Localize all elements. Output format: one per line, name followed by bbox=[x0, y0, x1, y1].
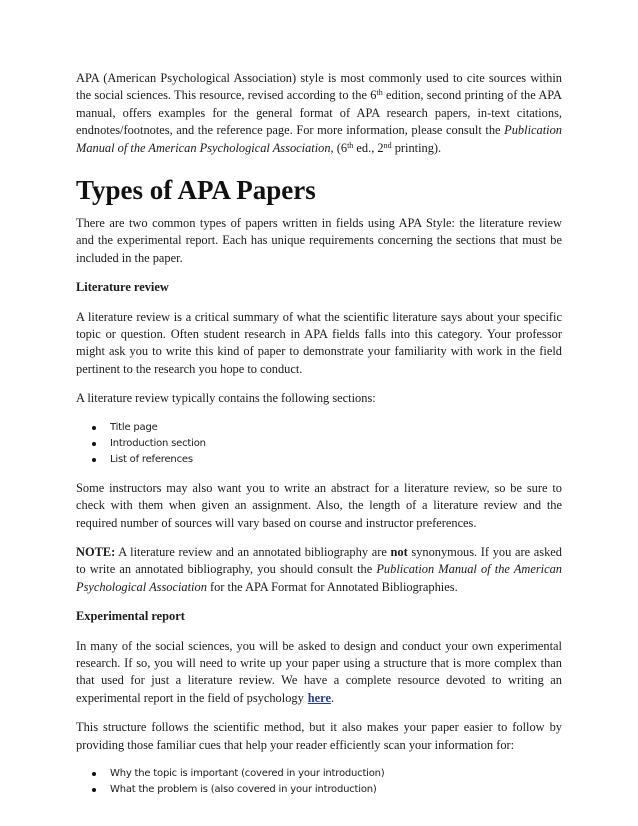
note-text: for the APA Format for Annotated Bibliographies. bbox=[206, 579, 458, 594]
intro-paragraph bbox=[76, 70, 562, 157]
intro-text: printing). bbox=[391, 140, 442, 155]
document-page bbox=[76, 70, 562, 810]
instructors-paragraph: Some instructors may also want you to write an abstract for a literature review, so be sure to check with them when given an assignment. Also, the length of a literature review and the required number of sources will vary based on course and instructor preferences. bbox=[76, 480, 562, 530]
superscript: nd bbox=[383, 140, 392, 150]
note-text: A literature review and an annotated bibliography are bbox=[115, 544, 391, 559]
list-item: Why the topic is important (covered in your introduction) bbox=[110, 766, 562, 782]
structure-paragraph: This structure follows the scientific method, but it also makes your paper easier to follow by providing those familiar cues that help your reader efficiently scan your information for: bbox=[76, 720, 562, 752]
here-link[interactable]: here bbox=[307, 690, 331, 705]
intro-text: edition, second printing of the APA manual, offers examples for the general format of APA research papers, in-text citations, endnotes/footnotes, and the reference page. For more information, please consult the bbox=[76, 88, 562, 138]
structure-list bbox=[76, 766, 562, 798]
section-heading: Types of APA Papers bbox=[76, 175, 316, 206]
intro-text: ed., 2 bbox=[353, 140, 384, 155]
list-item: Title page bbox=[110, 420, 562, 436]
manual-title: Publication Manual of the American Psychological Association bbox=[76, 562, 562, 594]
intro-text: , (6 bbox=[330, 140, 348, 155]
literature-review-heading: Literature review bbox=[76, 280, 169, 295]
experimental-text: In many of the social sciences, you will be asked to design and conduct your own experimental research. If so, you will need to write up your paper using a structure that is more complex than that used for just a literature review. We have a complete resource devoted to writing an experimental report in the field of psychology bbox=[76, 638, 562, 705]
note-label: NOTE: bbox=[76, 544, 116, 559]
superscript: th bbox=[376, 88, 383, 98]
literature-review-paragraph: A literature review is a critical summary of what the scientific literature says about your specific topic or question. Often student research in APA fields falls into this category. Your professor might ask you to write this kind of paper to demonstrate your familiarity with work in the field pertinent to the research you hope to conduct. bbox=[76, 309, 562, 376]
list-item: List of references bbox=[110, 452, 562, 468]
list-item: Introduction section bbox=[110, 436, 562, 452]
manual-title: Publication Manual of the American Psychological Association bbox=[76, 123, 562, 155]
types-paragraph: There are two common types of papers written in fields using APA Style: the literature review and the experimental report. Each has unique requirements concerning the sections that must be included in the paper. bbox=[76, 216, 562, 265]
experimental-paragraph bbox=[76, 638, 562, 708]
sections-intro-paragraph: A literature review typically contains the following sections: bbox=[76, 391, 376, 406]
superscript: th bbox=[347, 140, 354, 150]
experimental-text: . bbox=[330, 690, 335, 705]
note-emphasis: not bbox=[390, 544, 408, 559]
experimental-report-heading: Experimental report bbox=[76, 609, 185, 624]
list-item: What the problem is (also covered in your introduction) bbox=[110, 782, 562, 798]
note-paragraph bbox=[76, 544, 562, 596]
note-text: synonymous. If you are asked to write an annotated bibliography, you should consult the bbox=[76, 544, 562, 577]
literature-sections-list bbox=[76, 420, 562, 468]
intro-text: APA (American Psychological Association) style is most commonly used to cite sources within the social sciences. This resource, revised according to the 6 bbox=[76, 71, 562, 103]
